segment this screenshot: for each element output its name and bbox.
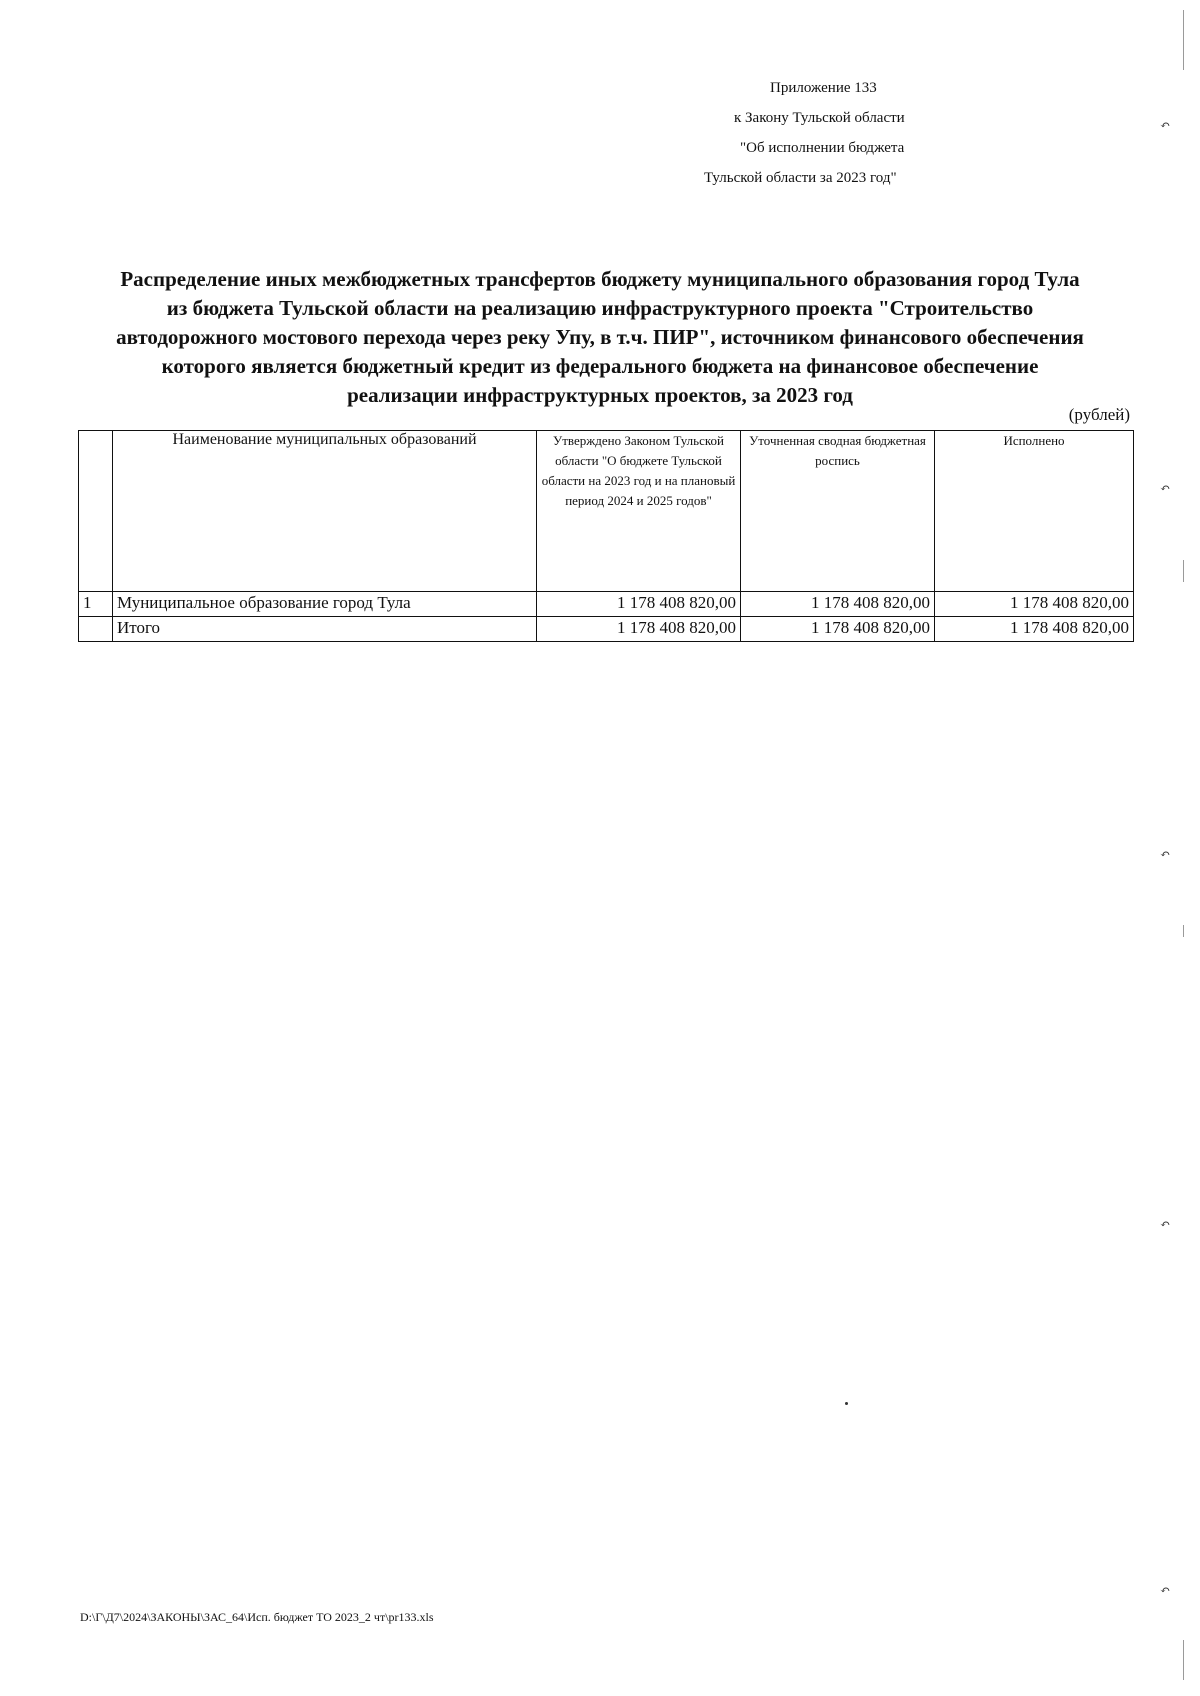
total-refined-amount: 1 178 408 820,00 <box>741 617 935 642</box>
scan-edge-line <box>1183 560 1184 582</box>
scan-margin-mark: ↶ <box>1160 1583 1171 1597</box>
title-line-2: из бюджета Тульской области на реализацию инфраструктурного проекта "Строительство <box>166 296 1034 320</box>
row-municipality-name: Муниципальное образование город Тула <box>113 592 537 617</box>
header-executed: Исполнено <box>935 431 1134 592</box>
scan-margin-mark: ↶ <box>1160 118 1171 132</box>
row-approved-amount: 1 178 408 820,00 <box>537 592 741 617</box>
header-index <box>79 431 113 592</box>
total-approved-amount: 1 178 408 820,00 <box>537 617 741 642</box>
transfers-table <box>78 430 1134 642</box>
footer-file-path: D:\Г\Д7\2024\ЗАКОНЫ\ЗАС_64\Исп. бюджет ТО 2023_2 чт\pr133.xls <box>80 1610 434 1624</box>
scan-edge-line <box>1183 10 1184 70</box>
title-line-5: реализации инфраструктурных проектов, за 2023 год <box>347 383 853 407</box>
total-executed-amount: 1 178 408 820,00 <box>935 617 1134 642</box>
title-line-4: которого является бюджетный кредит из федерального бюджета на финансовое обеспечение <box>161 354 1039 378</box>
header-refined-budget-list: Уточненная сводная бюджетная роспись <box>741 431 935 592</box>
table-row <box>79 592 1134 617</box>
row-index: 1 <box>79 592 113 617</box>
row-executed-amount: 1 178 408 820,00 <box>935 592 1134 617</box>
appendix-law-title-line2: Тульской области за 2023 год" <box>704 170 897 186</box>
table-header-row <box>79 431 1134 592</box>
scan-margin-mark: ↶ <box>1160 481 1171 495</box>
title-line-3: автодорожного мостового перехода через реку Упу, в т.ч. ПИР", источником финансового обеспечения <box>116 325 1084 349</box>
appendix-number: Приложение 133 <box>770 80 877 96</box>
title-line-1: Распределение иных межбюджетных трансфертов бюджету муниципального образования город Тула <box>120 267 1080 291</box>
header-approved-by-law: Утверждено Законом Тульской области "О бюджете Тульской области на 2023 год и на плановый период 2024 и 2025 годов" <box>537 431 741 592</box>
total-row-index <box>79 617 113 642</box>
table-total-row <box>79 617 1134 642</box>
appendix-law-line: к Закону Тульской области <box>734 110 905 126</box>
total-row-label: Итого <box>113 617 537 642</box>
header-municipality-name: Наименование муниципальных образований <box>113 431 537 592</box>
document-title <box>60 265 1140 410</box>
units-label: (рублей) <box>1068 405 1130 424</box>
appendix-law-title-line1: "Об исполнении бюджета <box>740 140 905 156</box>
scan-margin-mark: ↶ <box>1160 1217 1171 1231</box>
scan-edge-line <box>1183 925 1184 937</box>
scan-edge-line <box>1183 1640 1184 1680</box>
scan-margin-mark: ↶ <box>1160 847 1171 861</box>
scan-dot-mark <box>845 1402 848 1405</box>
row-refined-amount: 1 178 408 820,00 <box>741 592 935 617</box>
